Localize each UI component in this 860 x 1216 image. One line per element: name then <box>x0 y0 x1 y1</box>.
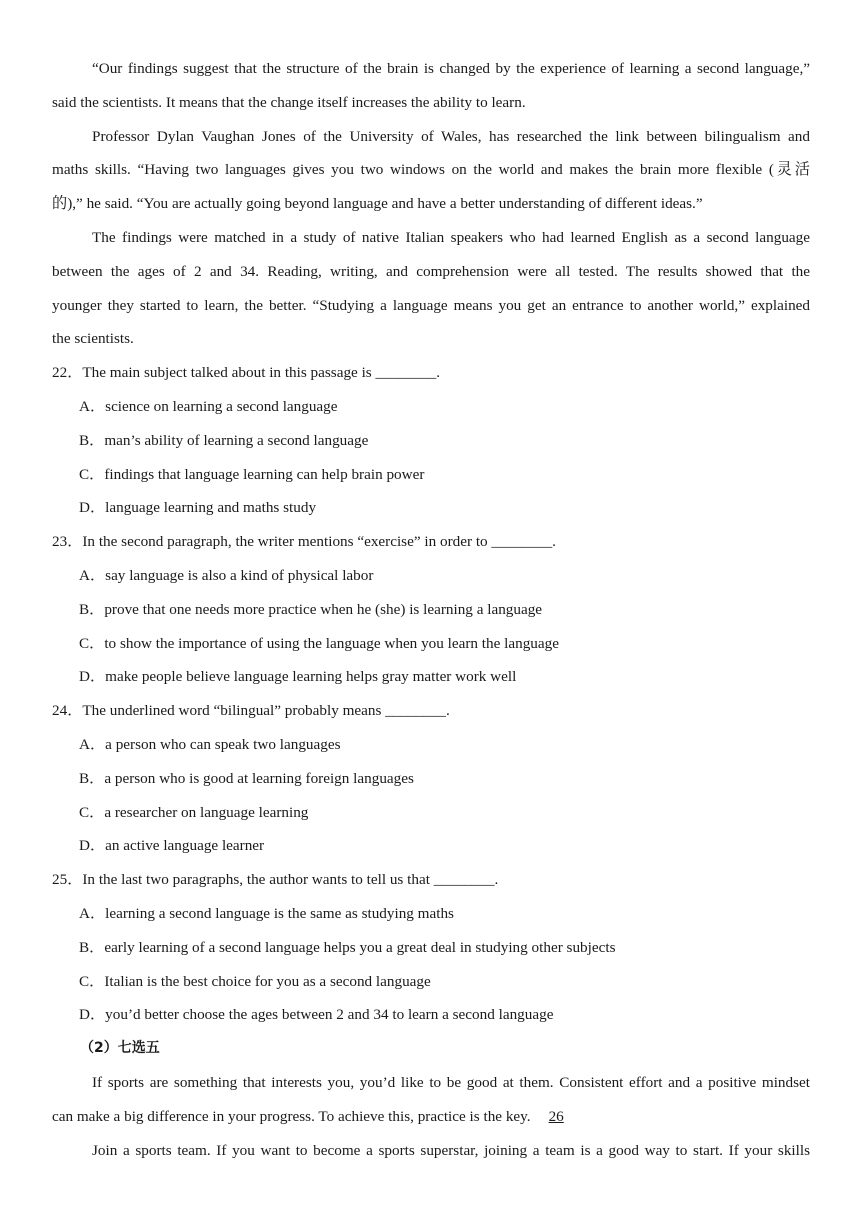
answer-blank-26[interactable]: 26 <box>548 1107 564 1125</box>
option-letter: B． <box>79 769 105 787</box>
question-number: 24． <box>52 702 83 720</box>
option-text: findings that language learning can help brain power <box>104 465 425 483</box>
option-text: man’s ability of learning a second language <box>104 431 369 449</box>
option-text: to show the importance of using the language when you learn the language <box>104 634 559 652</box>
question-24-stem <box>52 694 810 728</box>
question-text: The underlined word “bilingual” probably means ________. <box>82 702 450 720</box>
option-text: a researcher on language learning <box>104 803 309 821</box>
question-22-option-a[interactable] <box>52 390 810 424</box>
question-25-option-b[interactable] <box>52 931 810 965</box>
paragraph-2-line-1: Professor Dylan Vaughan Jones of the University of Wales, has researched the link between bilingualism and <box>92 127 810 145</box>
option-text: early learning of a second language helps you a great deal in studying other subjects <box>104 938 616 956</box>
option-letter: A． <box>79 566 106 584</box>
question-23-option-a[interactable] <box>52 559 810 593</box>
question-24-option-b[interactable] <box>52 762 810 796</box>
paragraph-2-line-2: maths skills. “Having two languages gives you two windows on the world and makes the brain more flexible (灵活 <box>52 161 810 179</box>
question-22-stem <box>52 356 810 390</box>
question-number: 22． <box>52 364 83 382</box>
question-22-option-c[interactable] <box>52 458 810 492</box>
option-letter: A． <box>79 735 106 753</box>
option-text: a person who is good at learning foreign languages <box>104 769 414 787</box>
question-25-option-a[interactable] <box>52 897 810 931</box>
option-letter: A． <box>79 904 106 922</box>
question-25-option-d[interactable] <box>52 998 810 1032</box>
option-text: Italian is the best choice for you as a second language <box>104 972 431 990</box>
question-text: The main subject talked about in this passage is ________. <box>82 364 441 382</box>
paragraph-3-line-3: younger they started to learn, the better. “Studying a language means you get an entrance to another world,” explained <box>52 296 810 314</box>
question-22-option-d[interactable] <box>52 491 810 525</box>
question-23-option-b[interactable] <box>52 593 810 627</box>
option-text: make people believe language learning helps gray matter work well <box>105 668 517 686</box>
question-text: In the last two paragraphs, the author wants to tell us that ________. <box>82 871 499 889</box>
option-letter: C． <box>79 634 105 652</box>
question-23-option-c[interactable] <box>52 627 810 661</box>
option-letter: D． <box>79 499 106 517</box>
question-23-stem <box>52 525 810 559</box>
option-letter: A． <box>79 397 106 415</box>
question-24-option-a[interactable] <box>52 728 810 762</box>
question-number: 23． <box>52 533 83 551</box>
option-letter: D． <box>79 1006 106 1024</box>
paragraph-2-line-3: 的),” he said. “You are actually going beyond language and have a better understanding of different ideas.” <box>52 195 703 213</box>
option-letter: B． <box>79 600 105 618</box>
question-25-option-c[interactable] <box>52 965 810 999</box>
option-text: prove that one needs more practice when he (she) is learning a language <box>104 600 543 618</box>
question-24-option-c[interactable] <box>52 796 810 830</box>
question-number: 25． <box>52 871 83 889</box>
question-23-option-d[interactable] <box>52 660 810 694</box>
option-text: language learning and maths study <box>105 499 317 517</box>
option-letter: C． <box>79 972 105 990</box>
paragraph-3-line-1: The findings were matched in a study of native Italian speakers who had learned English as a second language <box>92 228 810 246</box>
paragraph-3-line-2: between the ages of 2 and 34. Reading, writing, and comprehension were all tested. The results showed that the <box>52 262 810 280</box>
option-text: learning a second language is the same as studying maths <box>105 904 454 922</box>
option-letter: C． <box>79 803 105 821</box>
section-2-title: （2）七选五 <box>80 1040 160 1057</box>
option-text: a person who can speak two languages <box>105 735 341 753</box>
paragraph-1-line-1: “Our findings suggest that the structure of the brain is changed by the experience of learning a second language,” <box>92 60 810 77</box>
option-letter: B． <box>79 431 105 449</box>
paragraph-3-line-4: the scientists. <box>52 330 134 348</box>
option-letter: D． <box>79 837 106 855</box>
option-text: you’d better choose the ages between 2 and 34 to learn a second language <box>105 1006 554 1024</box>
option-text: say language is also a kind of physical labor <box>105 566 374 584</box>
section-2-paragraph-1-line-2 <box>52 1100 810 1134</box>
document-page <box>52 52 810 1167</box>
option-letter: C． <box>79 465 105 483</box>
question-25-stem <box>52 863 810 897</box>
paragraph-1-line-2: said the scientists. It means that the change itself increases the ability to learn. <box>52 93 526 111</box>
section-2-paragraph-2-line-1: Join a sports team. If you want to become a sports superstar, joining a team is a good way to start. If your skills <box>92 1141 810 1159</box>
question-22-option-b[interactable] <box>52 424 810 458</box>
option-letter: B． <box>79 938 105 956</box>
paragraph-text: can make a big difference in your progress. To achieve this, practice is the key. <box>52 1107 531 1125</box>
option-text: an active language learner <box>105 837 265 855</box>
question-text: In the second paragraph, the writer mentions “exercise” in order to ________. <box>82 533 556 551</box>
option-letter: D． <box>79 668 106 686</box>
section-2-paragraph-1-line-1: If sports are something that interests you, you’d like to be good at them. Consistent effort and a positive mindset <box>92 1073 810 1091</box>
option-text: science on learning a second language <box>105 397 338 415</box>
question-24-option-d[interactable] <box>52 829 810 863</box>
